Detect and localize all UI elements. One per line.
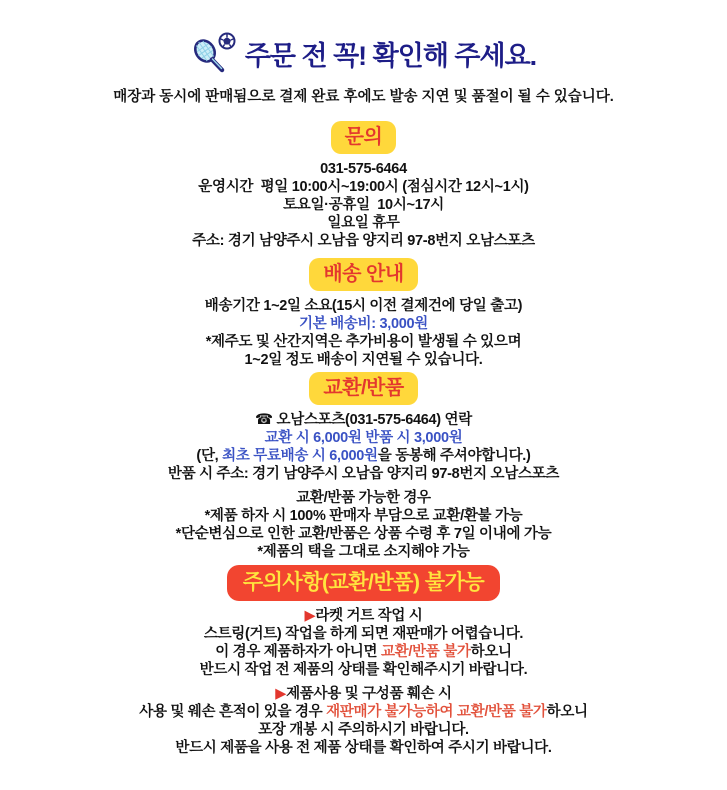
shipping-section-badge: 배송 안내: [309, 258, 417, 291]
shipping-extra-note2: 1~2일 정도 배송이 지연될 수 있습니다.: [244, 351, 483, 368]
exchange-note: (단, 최초 무료배송 시 6,000원을 동봉해 주셔야합니다.): [196, 447, 531, 464]
hours-weekend: 토요일·공휴일 10시~17시: [283, 196, 444, 213]
exchange-contact: ☎ 오남스포츠(031-575-6464) 연락: [255, 411, 472, 428]
caution-block-gut: [0, 607, 727, 679]
exchange-section: [0, 411, 727, 483]
caution-damage-line2: 포장 개봉 시 주의하시기 바랍니다.: [258, 721, 469, 738]
caution-block-damage: [0, 685, 727, 757]
shipping-section: [0, 297, 727, 369]
exchange-section-badge: 교환/반품: [309, 372, 417, 405]
return-address: 반품 시 주소: 경기 남양주시 오남읍 양지리 97-8번지 오남스포츠: [167, 465, 560, 482]
phone-number: 031-575-6464: [320, 160, 407, 177]
shipping-fee: 기본 배송비: 3,000원: [298, 315, 428, 332]
header-warning-text: 매장과 동시에 판매됨으로 결제 완료 후에도 발송 지연 및 품절이 될 수 있습니다.: [113, 89, 614, 105]
caution-damage-line1: 사용 및 웨손 흔적이 있을 경우 재판매가 불가능하여 교환/반품 불가하오니: [139, 703, 588, 720]
racket-ball-icon: [191, 31, 239, 75]
hours-sunday: 일요일 휴무: [327, 214, 400, 231]
possible-title: 교환/반품 가능한 경우: [296, 489, 431, 506]
triangle-bullet-icon: ▶: [304, 607, 316, 624]
page-header: [0, 30, 727, 76]
shipping-extra-note1: *제주도 및 산간지역은 추가비용이 발생될 수 있으며: [205, 333, 522, 350]
inquiry-section-badge: 문의: [331, 121, 397, 154]
caution-section-badge: 주의사항(교환/반품) 불가능: [227, 565, 500, 601]
exchange-fees: 교환 시 6,000원 반품 시 3,000원: [264, 429, 463, 446]
possible-case-1: *제품 하자 시 100% 판매자 부담으로 교환/환불 가능: [204, 507, 523, 524]
inquiry-section: [0, 160, 727, 250]
page-title: 주문 전 꼭! 확인해 주세요.: [244, 40, 537, 71]
store-address: 주소: 경기 남양주시 오남읍 양지리 97-8번지 오남스포츠: [192, 232, 535, 249]
caution-gut-line1: 스트링(거트) 작업을 하게 되면 재판매가 어렵습니다.: [203, 625, 524, 642]
caution-damage-line3: 반드시 제품을 사용 전 제품 상태를 확인하여 주시기 바랍니다.: [175, 739, 552, 756]
caution-gut-title: ▶라켓 거트 작업 시: [304, 607, 423, 624]
possible-case-3: *제품의 택을 그대로 소지해야 가능: [257, 543, 470, 560]
possible-case-2: *단순변심으로 인한 교환/반품은 상품 수령 후 7일 이내에 가능: [175, 525, 552, 542]
caution-gut-line2: 이 경우 제품하자가 아니면 교환/반품 불가하오니: [215, 643, 512, 660]
telephone-icon: ☎: [255, 411, 273, 428]
shipping-period: 배송기간 1~2일 소요(15시 이전 결제건에 당일 출고): [204, 297, 523, 314]
exchange-possible-cases: [0, 489, 727, 561]
triangle-bullet-icon: ▶: [275, 685, 287, 702]
caution-damage-title: ▶제품사용 및 구성품 훼손 시: [275, 685, 452, 702]
caution-gut-line3: 반드시 작업 전 제품의 상태를 확인해주시기 바랍니다.: [199, 661, 528, 678]
hours-weekday: 운영시간 평일 10:00시~19:00시 (점심시간 12시~1시): [198, 178, 529, 195]
